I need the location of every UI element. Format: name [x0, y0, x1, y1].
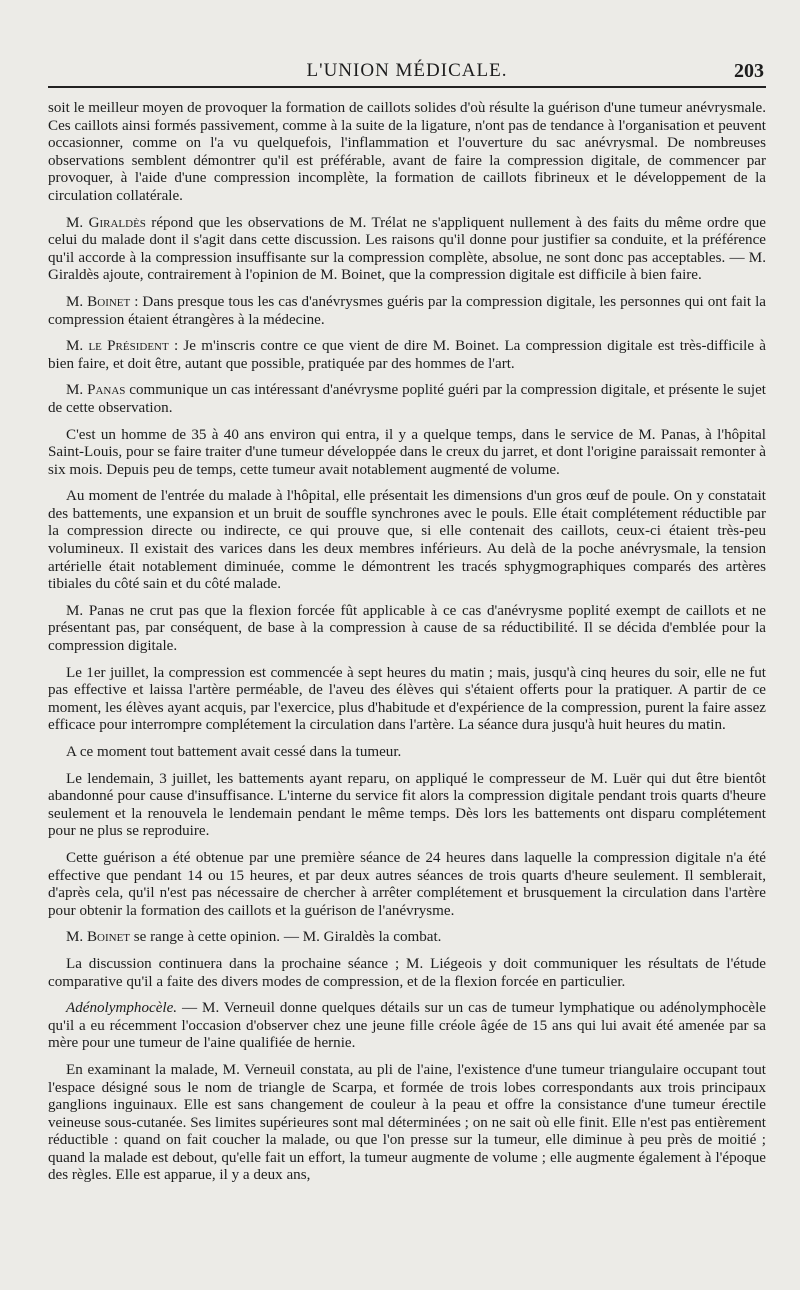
paragraph-11: Le lendemain, 3 juillet, les battements ayant reparu, on appliqué le compresseur de M. Luër qui dut être bientôt abandonné pour cause d'insuffisance. L'interne du service fit alors la compression digitale pendant trois quarts d'heure seulement et la renouvela le lendemain pendant le même temps. Dès lors les battements ont disparu complétement pour ne plus se reproduire.	[48, 770, 766, 840]
paragraph-10: A ce moment tout battement avait cessé dans la tumeur.	[66, 744, 402, 760]
speaker-name: M. Panas	[66, 382, 126, 399]
paragraph-2: M. Giraldès répond que les observations de M. Trélat ne s'appliquent nullement à des faits du même ordre que celui du malade dont il s'agit dans cette discussion. Les raisons qu'il donne pour justifier sa conduite, et la préférence qu'il accorde à la compression insuffisante sur la compression complète, absolue, ne sont donc pas acceptables. — M. Giraldès ajoute, contrairement à l'opinion de M. Boinet, que la compression digitale est difficile à bien faire.	[48, 214, 767, 284]
speaker-name: M. Boinet	[66, 929, 131, 946]
speaker-name: M. Giraldès	[66, 214, 146, 231]
paragraph-14: La discussion continuera dans la prochaine séance ; M. Liégeois y doit communiquer les résultats de l'étude comparative qu'il a faite des divers modes de compression, et de la flexion forcée en particulier.	[48, 955, 766, 990]
paragraph-13: M. Boinet se range à cette opinion. — M. Giraldès la combat.	[66, 929, 442, 946]
paragraph-12: Cette guérison a été obtenue par une première séance de 24 heures dans laquelle la compression digitale n'a été effective que pendant 14 ou 15 heures, et par deux autres séances de trois quarts d'heure seulement. Il semblerait, d'après cela, qu'il n'est pas nécessaire de chercher à arrêter complétement et brusquement la circulation dans l'artère pour obtenir la formation des caillots et la guérison de l'anévrysme.	[48, 849, 766, 919]
paragraph-4: M. le Président : Je m'inscris contre ce que vient de dire M. Boinet. La compression digitale est très-difficile à bien faire, et doit être, autant que possible, pratiquée par des hommes de l'art.	[48, 338, 766, 372]
paragraph-9: Le 1er juillet, la compression est commencée à sept heures du matin ; mais, jusqu'à cinq heures du soir, elle ne fut pas effective et laissa l'artère perméable, de l'aveu des élèves qui s'étaient offerts pour la pratiquer. A partir de ce moment, les élèves ayant acquis, par l'exercice, plus d'habitude et d'expérience de la compression, purent la faire assez efficace pour interrompre complétement la circulation dans l'artère. La séance dura jusqu'à huit heures du matin.	[48, 664, 766, 734]
section-lead: Adénolymphocèle.	[66, 1000, 178, 1017]
page-header	[48, 56, 766, 88]
body-text	[48, 100, 766, 1185]
speaker-name: M. le Président	[66, 338, 169, 355]
page-number: 203	[734, 60, 764, 82]
paragraph-5: M. Panas communique un cas intéressant d'anévrysme poplité guéri par la compression digitale, et présente le sujet de cette observation.	[48, 382, 766, 416]
paragraph-15: Adénolymphocèle. — M. Verneuil donne quelques détails sur un cas de tumeur lymphatique ou adénolymphocèle qu'il a eu récemment l'occasion d'observer chez une jeune fille créole âgée de 15 ans qui lui avait été amenée par sa mère pour une tumeur de l'aine qualifiée de hernie.	[48, 1000, 766, 1052]
paragraph-7: Au moment de l'entrée du malade à l'hôpital, elle présentait les dimensions d'un gros œuf de poule. On y constatait des battements, une expansion et un bruit de souffle synchrones avec le pouls. Elle était complétement réductible par la compression directe ou indirecte, ce qui prouve que, si elle contenait des caillots, ceux-ci étaient très-peu volumineux. Il existait des varices dans les deux membres inférieurs. Au delà de la poche anévrysmale, la tension artérielle était notablement diminuée, comme le démontrent les tracés sphygmographiques comparés des artères tibiales du côté sain et du côté malade.	[48, 488, 766, 593]
paragraph-3: M. Boinet : Dans presque tous les cas d'anévrysmes guéris par la compression digitale, les personnes qui ont fait la compression étaient étrangères à la médecine.	[48, 293, 767, 328]
paragraph-8: M. Panas ne crut pas que la flexion forcée fût applicable à ce cas d'anévrysme poplité exempt de caillots et ne présentant pas, par conséquent, de base à la compression à cause de sa réductibilité. Il se décida d'emblée pour la compression digitale.	[48, 602, 766, 655]
paragraph-1: soit le meilleur moyen de provoquer la formation de caillots solides d'où résulte la guérison d'une tumeur anévrysmale. Ces caillots ainsi formés passivement, comme à la suite de la ligature, n'ont pas de tendance à l'organisation et peuvent occasionner, comme on l'a vu quelquefois, l'inflammation et l'ouverture du sac anévrysmal. De nombreuses observations semblent démontrer qu'il est préférable, avant de faire la compression digitale, de commencer par provoquer, à l'aide d'une compression incomplète, la formation de caillots fibrineux et le développement de la circulation collatérale.	[48, 100, 767, 204]
paragraph-6: C'est un homme de 35 à 40 ans environ qui entra, il y a quelque temps, dans le service de M. Panas, à l'hôpital Saint-Louis, pour se faire traiter d'une tumeur développée dans le creux du jarret, et dont l'origine paraissait remonter à six mois. Depuis peu de temps, cette tumeur avait notablement augmenté de volume.	[48, 426, 766, 478]
speaker-name: M. Boinet	[66, 293, 131, 310]
paragraph-16: En examinant la malade, M. Verneuil constata, au pli de l'aine, l'existence d'une tumeur triangulaire occupant tout l'espace désigné sous le nom de triangle de Scarpa, et formée de trois lobes correspondants aux trois principaux ganglions inguinaux. Elle est sans changement de couleur à la peau et offre la consistance d'une tumeur érectile veineuse sous-cutanée. Ses limites supérieures sont mal déterminées ; on ne sait où elle finit. Elle n'est pas entièrement réductible : quand on fait coucher la malade, ou que l'on presse sur la tumeur, elle diminue à peu près de moitié ; quand la malade est debout, qu'elle fait un effort, la tumeur augmente de volume ; elle augmente également à l'époque des règles. Elle est apparue, il y a deux ans,	[48, 1061, 766, 1184]
running-title: L'UNION MÉDICALE.	[306, 60, 508, 81]
